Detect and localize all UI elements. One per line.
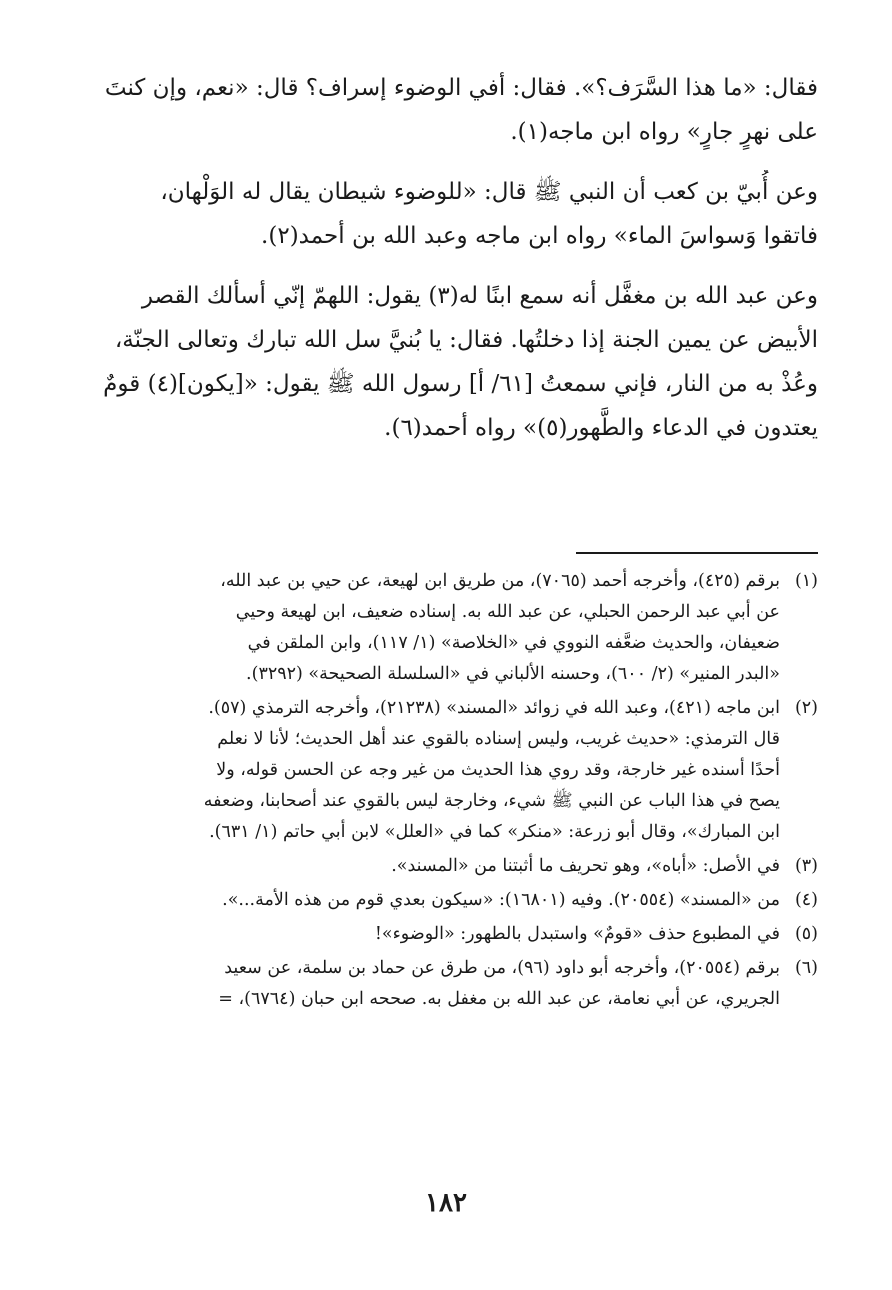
paragraph-2 — [78, 170, 818, 258]
footnote-line: ابن المبارك»، وقال أبو زرعة: «منكر» كما في «العلل» لابن أبي حاتم (١/ ٦٣١). — [209, 822, 780, 842]
footnote-line: في المطبوع حذف «قومٌ» واستبدل بالطهور: «الوضوء»! — [374, 924, 780, 944]
text-line: وعن أُبيّ بن كعب أن النبي ﷺ قال: «للوضوء شيطان يقال له الوَلْهان، — [160, 179, 818, 205]
footnote-line: عن أبي عبد الرحمن الحبلي، عن عبد الله به. إسناده ضعيف، ابن لهيعة وحيي — [235, 602, 780, 622]
text-line: فقال: «ما هذا السَّرَف؟». فقال: أفي الوضوء إسراف؟ قال: «نعم، وإن كنتَ — [104, 75, 818, 101]
text-line: فاتقوا وَسواسَ الماء» رواه ابن ماجه وعبد الله بن أحمد(٢). — [261, 223, 818, 249]
paragraph-3 — [78, 274, 818, 450]
footnote-number: (٥) — [794, 924, 818, 944]
footnotes — [78, 566, 818, 1018]
footnote-number: (٤) — [794, 890, 818, 910]
footnote-line: ضعيفان، والحديث ضعَّفه النووي في «الخلاصة» (١/ ١١٧)، وابن الملقن في — [247, 633, 780, 653]
footnote-line: في الأصل: «أباه»، وهو تحريف ما أثبتنا من «المسند». — [391, 856, 780, 876]
footnote-4 — [78, 885, 818, 916]
footnote-line: من «المسند» (٢٠٥٥٤). وفيه (١٦٨٠١): «سيكون بعدي قوم من هذه الأمة...». — [222, 890, 780, 910]
footnote-1 — [78, 566, 818, 690]
footnote-number: (٣) — [794, 856, 818, 876]
paragraph-1 — [78, 66, 818, 154]
footnote-3 — [78, 851, 818, 882]
main-text — [78, 66, 818, 466]
text-line: يعتدون في الدعاء والطَّهور(٥)» رواه أحمد(٦). — [384, 415, 818, 441]
footnote-line: ابن ماجه (٤٢١)، وعبد الله في زوائد «المسند» (٢١٢٣٨)، وأخرجه الترمذي (٥٧). — [208, 698, 780, 718]
footnote-line: قال الترمذي: «حديث غريب، وليس إسناده بالقوي عند أهل الحديث؛ لأنا لا نعلم — [217, 729, 780, 749]
text-line: على نهرٍ جارٍ» رواه ابن ماجه(١). — [510, 119, 818, 145]
footnote-5 — [78, 919, 818, 950]
text-line: وعن عبد الله بن مغفَّل أنه سمع ابنًا له(٣) يقول: اللهمّ إنّي أسألك القصر — [141, 283, 818, 309]
footnote-line: الجريري، عن أبي نعامة، عن عبد الله بن مغفل به. صححه ابن حبان (٦٧٦٤)، = — [218, 989, 780, 1009]
footnote-line: أحدًا أسنده غير خارجة، وقد روي هذا الحديث من غير وجه عن الحسن قوله، ولا — [216, 760, 780, 780]
page-number: ١٨٢ — [425, 1188, 467, 1218]
footnote-number: (٦) — [794, 958, 818, 978]
footnote-line: برقم (٢٠٥٥٤)، وأخرجه أبو داود (٩٦)، من طرق عن حماد بن سلمة، عن سعيد — [224, 958, 780, 978]
text-line: وعُذْ به من النار، فإني سمعتُ [٦١/ أ] رسول الله ﷺ يقول: «[يكون](٤) قومٌ — [103, 371, 818, 397]
footnote-number: (١) — [794, 571, 818, 591]
footnote-line: برقم (٤٢٥)، وأخرجه أحمد (٧٠٦٥)، من طريق ابن لهيعة، عن حيي بن عبد الله، — [220, 571, 780, 591]
footnote-6 — [78, 953, 818, 1015]
footnote-line: «البدر المنير» (٢/ ٦٠٠)، وحسنه الألباني في «السلسلة الصحيحة» (٣٢٩٢). — [246, 664, 780, 684]
footnote-number: (٢) — [794, 698, 818, 718]
footnote-2 — [78, 693, 818, 848]
text-line: الأبيض عن يمين الجنة إذا دخلتُها. فقال: يا بُنيَّ سل الله تبارك وتعالى الجنّة، — [114, 327, 818, 353]
footnote-line: يصح في هذا الباب عن النبي ﷺ شيء، وخارجة ليس بالقوي عند أصحابنا، وضعفه — [203, 791, 780, 811]
footnote-separator — [576, 552, 818, 554]
